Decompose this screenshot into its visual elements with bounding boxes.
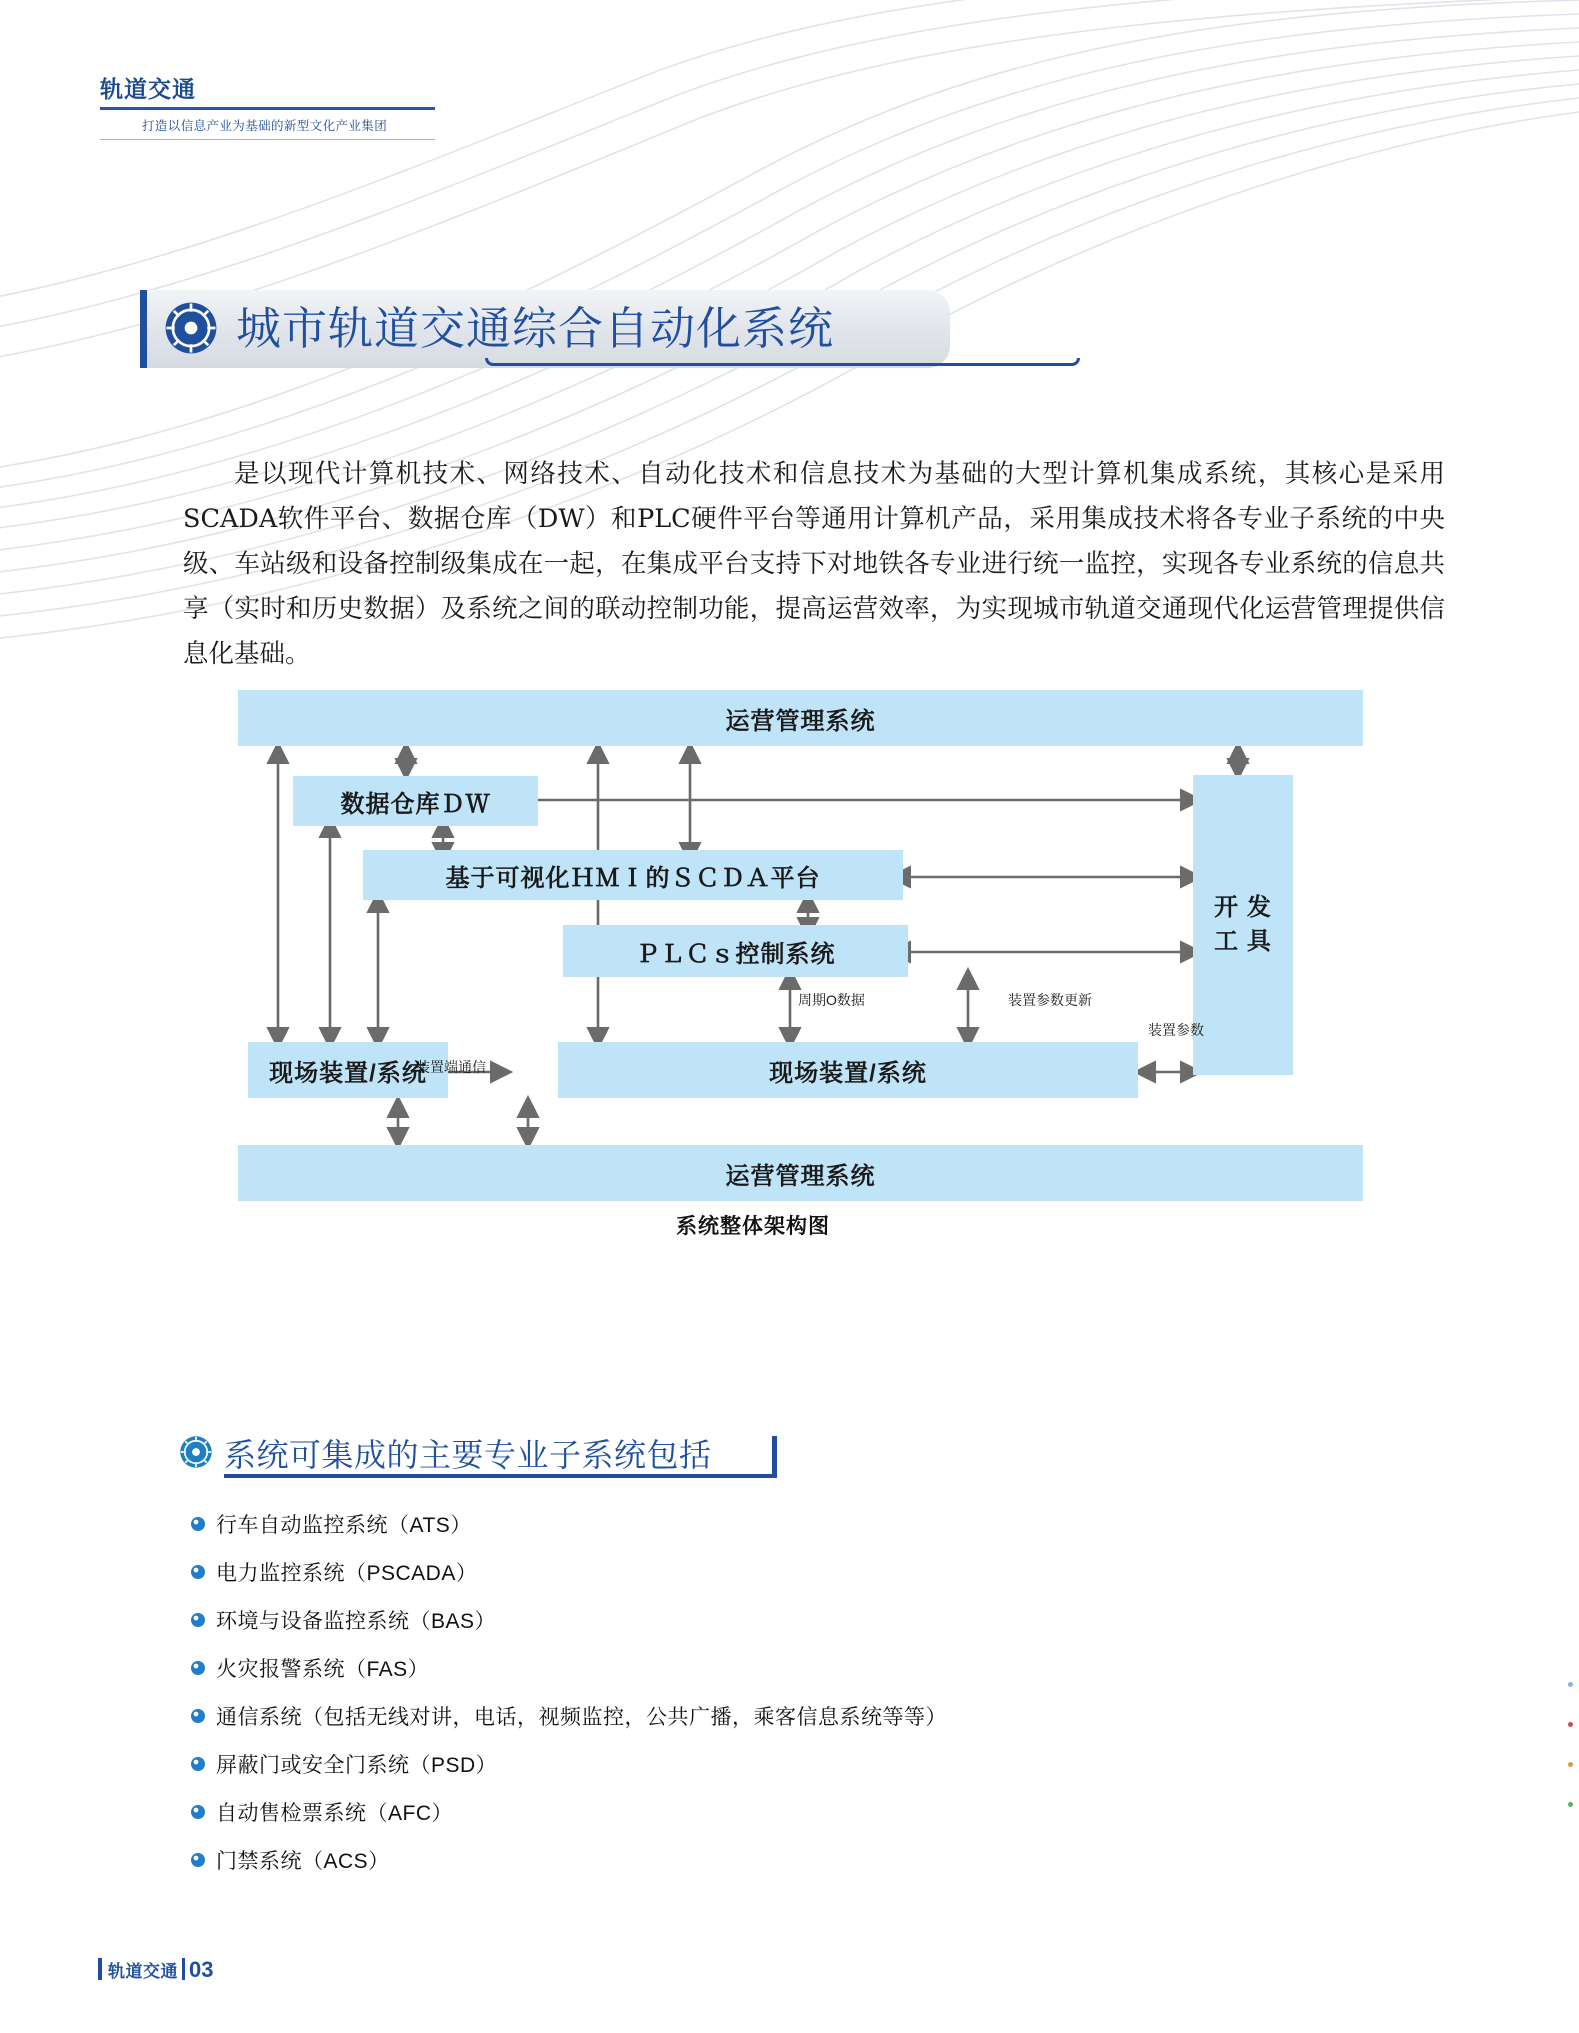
diagram-box-field-left: 现场装置/系统 [248, 1042, 448, 1098]
list-item-label: 环境与设备监控系统（BAS） [216, 1610, 497, 1633]
footer-accent-bar [98, 1958, 102, 1980]
list-item [190, 1692, 1290, 1740]
list-item-label: 通信系统（包括无线对讲，电话，视频监控，公共广播，乘客信息系统等等） [216, 1706, 947, 1729]
bullet-icon [190, 1612, 206, 1628]
dev-tools-line-1: 开 发 [1214, 894, 1272, 921]
subsection-title: 系统可集成的主要专业子系统包括 [224, 1437, 712, 1473]
diagram-box-dev-tools [1193, 775, 1293, 1075]
subsection-end-cap [772, 1436, 777, 1478]
list-item-label: 屏蔽门或安全门系统（PSD） [216, 1754, 498, 1777]
intro-paragraph: 是以现代计算机技术、网络技术、自动化技术和信息技术为基础的大型计算机集成系统，其核心是采用SCADA软件平台、数据仓库（DW）和PLC硬件平台等通用计算机产品，采用集成技术将各专业子系统的中央级、车站级和设备控制级集成在一起，在集成平台支持下对地铁各专业进行统一监控，实现各专业系统的信息共享（实时和历史数据）及系统之间的联动控制功能，提高运营效率，为实现城市轨道交通现代化运营管理提供信息化基础。 [183, 459, 1445, 669]
edge-tick [1568, 1762, 1573, 1767]
list-item [190, 1548, 1290, 1596]
subsection-underline [224, 1474, 776, 1478]
list-item-label: 火灾报警系统（FAS） [216, 1658, 430, 1681]
architecture-diagram [238, 690, 1363, 1345]
bullet-icon [190, 1660, 206, 1676]
list-item [190, 1788, 1290, 1836]
subsection-heading [178, 1430, 818, 1476]
edge-tick [1568, 1722, 1573, 1727]
bullet-icon [190, 1708, 206, 1724]
page-header [100, 78, 520, 140]
list-item [190, 1740, 1290, 1788]
bullet-icon [190, 1756, 206, 1772]
brand-subtitle: 打造以信息产业为基础的新型文化产业集团 [142, 119, 388, 133]
diagram-box-plcs: ＰＬＣｓ控制系统 [563, 925, 908, 977]
brand-title: 轨道交通 [100, 76, 196, 102]
diagram-box-bottom-operation: 运营管理系统 [238, 1145, 1363, 1201]
bullet-icon [190, 1852, 206, 1868]
list-item [190, 1644, 1290, 1692]
dev-tools-line-2: 工 具 [1214, 928, 1272, 955]
list-item-label: 电力监控系统（PSCADA） [216, 1562, 478, 1585]
list-item-label: 自动售检票系统（AFC） [216, 1802, 453, 1825]
banner-underline [485, 358, 1080, 366]
banner-left-accent [140, 290, 147, 368]
list-item-label: 门禁系统（ACS） [216, 1850, 390, 1873]
bullet-icon [190, 1516, 206, 1532]
footer-label: 轨道交通 [108, 1962, 178, 1981]
page-number: 03 [189, 1957, 214, 1982]
diagram-label-device-comm: 装置端通信 [416, 1059, 486, 1075]
gear-icon [162, 299, 220, 357]
list-item [190, 1596, 1290, 1644]
edge-tick [1568, 1682, 1573, 1687]
edge-tick [1568, 1802, 1573, 1807]
page-footer [98, 1955, 213, 1983]
diagram-label-device-param-update: 装置参数更新 [1008, 992, 1092, 1008]
header-rule [100, 107, 435, 110]
footer-separator [182, 1958, 185, 1980]
diagram-box-scada-platform: 基于可视化ＨＭＩ的ＳＣＤＡ平台 [363, 850, 903, 900]
subsystem-list [190, 1500, 1290, 1884]
diagram-box-top-operation: 运营管理系统 [238, 690, 1363, 746]
section-banner [140, 290, 950, 368]
gear-icon [178, 1434, 214, 1470]
diagram-label-device-param: 装置参数 [1148, 1022, 1204, 1038]
diagram-box-data-warehouse: 数据仓库ＤＷ [293, 776, 538, 826]
list-item [190, 1836, 1290, 1884]
header-rule-thin [100, 139, 435, 140]
diagram-label-cycle-data: 周期O数据 [798, 992, 865, 1008]
diagram-caption: 系统整体架构图 [676, 1215, 830, 1238]
list-item [190, 1500, 1290, 1548]
diagram-box-field-center: 现场装置/系统 [558, 1042, 1138, 1098]
page-title: 城市轨道交通综合自动化系统 [236, 303, 835, 354]
bullet-icon [190, 1564, 206, 1580]
list-item-label: 行车自动监控系统（ATS） [216, 1514, 472, 1537]
bullet-icon [190, 1804, 206, 1820]
